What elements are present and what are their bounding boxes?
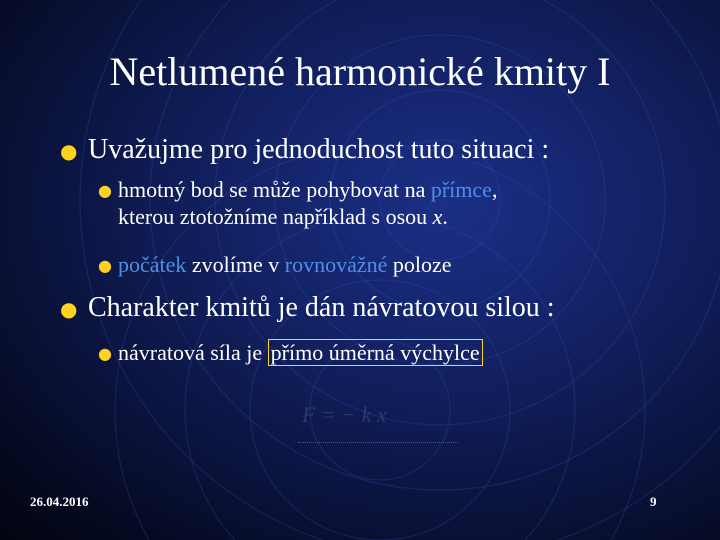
bullet-2-text: Charakter kmitů je dán návratovou silou :: [88, 292, 555, 323]
sub-bullet-1-text: [118, 176, 658, 230]
highlight-primka: přímce: [430, 177, 492, 202]
bullet-dot-icon: ●: [60, 297, 78, 321]
sub-bullet-2-text: [118, 251, 658, 278]
bullet-1-text: Uvažujme pro jednoduchost tuto situaci :: [88, 134, 550, 165]
formula: [298, 396, 458, 443]
highlight-rovnovazne: rovnovážné: [284, 252, 388, 277]
formula-text: F = − k x: [302, 402, 387, 427]
sub-bullet-2-part-d: poloze: [387, 252, 452, 277]
sub-bullet-1-part-c: ,: [491, 177, 498, 202]
sub-bullet-3: [98, 339, 658, 366]
sub-bullet-1-part-d: kterou ztotožníme například s osou: [118, 204, 433, 229]
sub-bullet-2-part-b: zvolíme v: [186, 252, 285, 277]
sub-bullet-3-text: [118, 339, 658, 366]
bullet-dot-icon: ●: [98, 256, 112, 275]
sub-bullet-3-part-a: návratová síla je: [118, 340, 268, 365]
sub-bullet-1: [98, 176, 658, 230]
slide-number: 9: [650, 494, 657, 509]
highlight-pocatek: počátek: [118, 252, 187, 277]
highlight-primo-umerna: přímo úměrná výchylce: [268, 339, 483, 366]
sub-bullet-2: [98, 251, 658, 278]
sub-bullet-1-part-f: .: [442, 204, 448, 229]
axis-x-symbol: x: [432, 204, 443, 229]
footer-date: 26.04.2016: [30, 494, 89, 509]
slide-title: Netlumené harmonické kmity I: [109, 49, 611, 94]
bullet-2: [60, 292, 555, 324]
bullet-dot-icon: ●: [98, 344, 112, 363]
bullet-dot-icon: ●: [60, 139, 78, 163]
sub-bullet-1-part-a: hmotný bod se může pohybovat na: [118, 177, 431, 202]
bullet-dot-icon: ●: [98, 181, 112, 200]
bullet-1: [60, 134, 549, 166]
